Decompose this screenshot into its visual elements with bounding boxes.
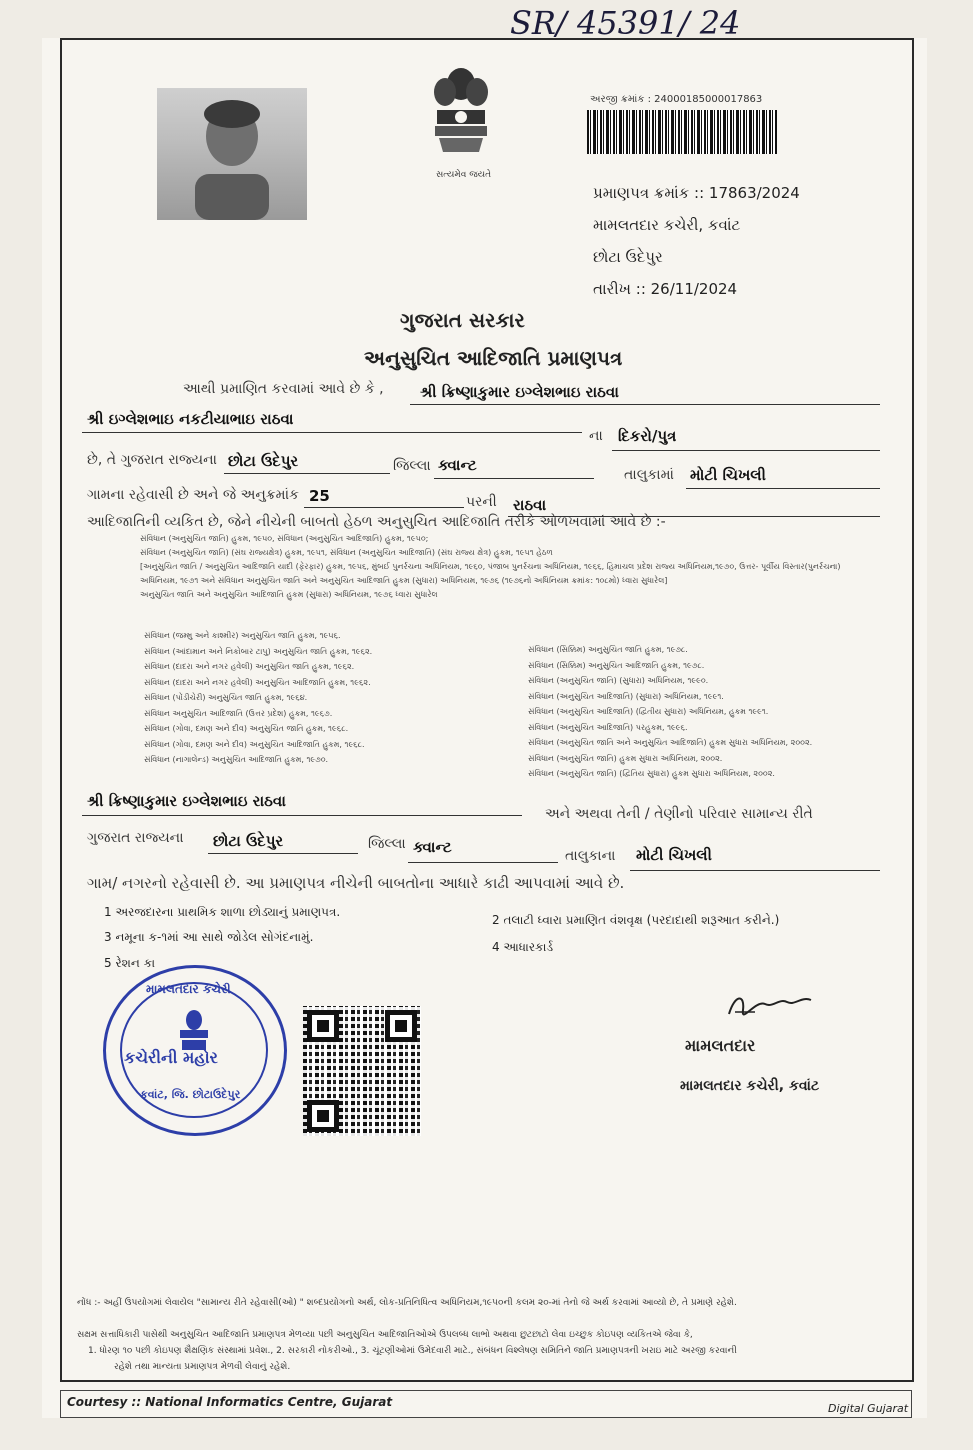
- order-line: સંવિધાન (દાદરા અને નગર હવેલી) અનુસુચિત જાતિ હુકમ, ૧૯૬૨.: [144, 662, 355, 671]
- note-4: રહેશે તથા માન્યતા પ્રમાણપત્ર મેળવી લેવાનું રહેશે.: [114, 1362, 291, 1372]
- signatory-title: મામલતદાર: [685, 1036, 756, 1055]
- document-item: 3 નમૂના ક-૧માં આ સાથે જોડેલ સોગંદનામું.: [104, 930, 314, 944]
- issue-date: તારીખ :: 26/11/2024: [593, 280, 738, 298]
- father-name: શ્રી ઇગ્લેશભાઇ નકટીયાભાઇ રાઠવા: [87, 410, 294, 428]
- qr-code: [303, 1006, 421, 1136]
- document-item: 2 તલાટી ધ્વારા પ્રમાણિત વંશવૃક્ષ (પરદાદાથી શરૂઆત કરીને.): [492, 913, 780, 927]
- order-line: સંવિધાન (સિક્કિમ) અનુસુચિત આદિજાતિ હુકમ, ૧૯૭૮.: [528, 660, 705, 670]
- government-title: ગુજરાત સરકાર: [400, 308, 525, 332]
- order-line: સંવિધાન (અનુસુચિત જાતિ) હુકમ, ૧૯૫૦, સંવિધાન (અનુસુચિત આદિજાતિ) હુકમ, ૧૯૫૦;: [140, 534, 429, 543]
- order-line: સંવિધાન (સિક્કિમ) અનુસુચિત જાતિ હુકમ, ૧૯૭૮.: [528, 645, 688, 654]
- seal-middle-text: કચેરીની મહોર: [124, 1048, 218, 1067]
- barcode: [587, 110, 777, 154]
- jilla-label: જિલ્લા: [393, 458, 431, 474]
- resident-line: ગામના રહેવાસી છે અને જે અનુક્રમાંક: [87, 487, 299, 503]
- seal-top-text: મામલતદાર કચેરી: [146, 982, 231, 996]
- order-line: સંવિધાન અનુસુચિત આદિજાતિ (ઉત્તર પ્રદેશ) હુકમ, ૧૯૬૭.: [144, 708, 333, 718]
- seal-bottom-text: કવાંટ, જિ. છોટાઉદેપુર: [140, 1088, 241, 1101]
- talukama-label: તાલુકામાં: [624, 467, 674, 483]
- order-line: સંવિધાન (અનુસુચિત જાતિ) (દ્વિતિય સુધારા) હુકમ સુધારા અધિનિયમ, ૨૦૦૨.: [528, 769, 775, 778]
- order-line: સંવિધાન (અનુસુચિત જાતિ અને અનુસુચિત આદિજાતિ) હુકમ સુધારા અધિનિયમ, ૨૦૦૨.: [528, 738, 813, 747]
- order-line: અધિનિયમ, ૧૯૭૧ અને સંવિધાન અનુસુચિત જાતિ અને અનુસુચિત આદિજાતિ હુકમ (સુધારા) અધિનિયમ, ૧૯૭૬ (૧૯૭૬નો અધિનિયમ ક્રમાંક: ૧૦૮મો) ધ્વારા સુધારેલ]: [140, 576, 668, 585]
- family-line: અને અથવા તેની / તેણીનો પરિવાર સામાન્ય રીતે: [545, 806, 813, 822]
- orders-left-column: [144, 628, 474, 768]
- order-line: અનુસુચિત જાતિ અને અનુસુચિત આદિજાતિ હુકમ (સુધારા) અધિનિયમ, ૧૯૭૬ ધ્વારા સુધારેલ: [140, 590, 438, 599]
- order-line: સંવિધાન (દાદરા અને નગર હવેલી) અનુસુચિત આદિજાતિ હુકમ, ૧૯૬૨.: [144, 677, 371, 687]
- state-prefix: છે, તે ગુજરાત રાજ્યના: [87, 452, 217, 468]
- order-line: સંવિધાન (પોંડીચેરી) અનુસુચિત જાતિ હુકમ, ૧૯૬૪.: [144, 693, 308, 702]
- certify-intro: આથી પ્રમાણિત કરવામાં આવે છે કે ,: [183, 381, 384, 397]
- order-line: સંવિધાન (અનુસુચિત આદિજાતિ) પરહુકમ, ૧૯૯૬.: [528, 722, 688, 732]
- emblem-caption: સત્યમેવ જયતે: [436, 170, 492, 180]
- document-item: 5 રેશન કા: [104, 956, 156, 970]
- village-value: મોટી ચિખલી: [690, 466, 766, 484]
- issuing-district: છોટા ઉદેપુર: [593, 248, 663, 266]
- office-seal: [103, 965, 287, 1136]
- order-line: [અનુસુચિત જાતિ / અનુસુચિત આદિજાતિ યાદી (ફેરફાર) હુકમ, ૧૯૫૬, મુંબઈ પુનર્રચના અધિનિયમ, ૧૯૬૦, પંજાબ પુનર્રચના અધિનિયમ, ૧૯૬૬, હિમાચલ પ્રદેશ રાજ્ય અધિનિયમ,૧૯૭૦, ઉત્તર- પૂર્વીય વિસ્તાર(પુનર્રચના): [140, 562, 841, 571]
- order-line: સંવિધાન (આંદામાન અને નિકોબાર ટાપુ) અનુસુચિત જાતિ હુકમ, ૧૯૬૨.: [144, 646, 373, 656]
- orders-block: [140, 532, 860, 602]
- talukana-label: તાલુકાના: [565, 848, 616, 864]
- orders-right-column: [528, 642, 858, 782]
- jilla-label-2: જિલ્લા: [368, 836, 406, 852]
- order-line: સંવિધાન (અનુસુચિત આદિજાતિ) (સુધારા) અધિનિયમ, ૧૯૯૧.: [528, 691, 724, 701]
- document-item: 1 અરજદારના પ્રાથમિક શાળા છોડ્યાનું પ્રમાણપત્ર.: [104, 905, 341, 919]
- state-label-2: ગુજરાત રાજ્યના: [87, 830, 184, 846]
- order-line: સંવિધાન (અનુસુચિત આદિજાતિ) (દ્વિતીય સુધારા) અધિનિયમ, હુકમ ૧૯૯૧.: [528, 707, 769, 716]
- note-1: નોંધ :- અહીં ઉપયોગમાં લેવાયેલ "સામાન્ય રીતે રહેવાસી(ઓ) " શબ્દપ્રયોગનો અર્થ, લોક-પ્રતિનિધિત્વ અધિનિયમ,૧૯૫૦ની કલમ ૨૦-માં તેનો જે અર્થ કરવામાં આવ્યો છે, તે પ્રમાણે રહેશે.: [77, 1298, 737, 1308]
- state-emblem-icon: [425, 62, 497, 172]
- order-line: સંવિધાન (અનુસુચિત જાતિ) (સુધારા) અધિનિયમ, ૧૯૯૦.: [528, 676, 709, 685]
- issuing-office: મામલતદાર કચેરી, કવાંટ: [593, 216, 741, 234]
- serial-number: 25: [309, 487, 330, 505]
- note-3: 1. ધોરણ ૧૦ પછી કોઇપણ શૈક્ષણિક સંસ્થામાં પ્રવેશ., 2. સરકારી નોકરીઓ., 3. ચૂંટણીઓમાં ઉમેદવારી માટે., સંબંધન વિશ્લેષણ સમિતિને જાતિ પ્રમાણપત્રની ખરાઇ માટે અરજી કરવાની: [88, 1346, 737, 1356]
- digital-gujarat-label: Digital Gujarat: [828, 1402, 909, 1415]
- order-line: સંવિધાન (ગોવા, દમણ અને દીવ) અનુસુચિત જાતિ હુકમ, ૧૯૬૮.: [144, 724, 349, 733]
- handwritten-reference: SR/ 45391/ 24: [510, 4, 741, 42]
- applicant-name-repeat: શ્રી ક્રિષ્ણાકુમાર ઇગ્લેશભાઇ રાઠવા: [87, 792, 286, 810]
- basis-line: ગામ/ નગરનો રહેવાસી છે. આ પ્રમાણપત્ર નીચેની બાબતોના આધારે કાઢી આપવામાં આવે છે.: [87, 874, 625, 892]
- certificate-number: પ્રમાણપત્ર ક્રમાંક :: 17863/2024: [593, 184, 800, 202]
- district-value: છોટા ઉદેપુર: [228, 452, 299, 470]
- district-value-2: છોટા ઉદેપુર: [213, 832, 284, 850]
- footer: [60, 1390, 912, 1418]
- document-item: 4 આધારકાર્ડ: [492, 940, 554, 954]
- taluka-value-2: ક્વાન્ટ: [413, 838, 452, 856]
- parni-label: પરની: [466, 494, 497, 510]
- applicant-name: શ્રી ક્રિષ્ણાકુમાર ઇગ્લેશભાઇ રાઠવા: [420, 383, 619, 401]
- order-line: સંવિધાન (ગોવા, દમણ અને દીવ) અનુસુચિત આદિજાતિ હુકમ, ૧૯૬૮.: [144, 739, 365, 749]
- application-number: અરજી ક્રમાંક : 24000185000017863: [590, 94, 763, 105]
- order-line: સંવિધાન (જમ્મુ અને કાશ્મીર) અનુસુચિત જાતિ હુકમ, ૧૯૫૬.: [144, 631, 341, 640]
- courtesy-text: Courtesy :: National Informatics Centre, Gujarat: [67, 1395, 393, 1409]
- note-2: સક્ષમ સત્તાધિકારી પાસેથી અનુસુચિત આદિજાતિ પ્રમાણપત્ર મેળવ્યા પછી અનુસુચિત આદિજાતિઓએ ઉપલબ્ધ લાભો અથવા છુટછાટો લેવા ઇચ્છુક કોઇપણ વ્યકિતએ જેવા કે,: [77, 1330, 693, 1340]
- relation: દિકરો/પુત્ર: [618, 427, 677, 445]
- order-line: સંવિધાન (અનુસુચિત જાતિ) હુકમ સુધારા અધિનિયમ, ૨૦૦૨.: [528, 753, 723, 763]
- applicant-photo: [157, 88, 307, 220]
- village-value-2: મોટી ચિખલી: [636, 846, 712, 864]
- na-label: ના: [589, 428, 603, 444]
- signature-scribble: [725, 990, 815, 1026]
- tribal-line: આદિજાતિની વ્યકિત છે, જેને નીચેની બાબતો હેઠળ અનુસુચિત આદિજાતિ તરીકે ઓળખવામાં આવે છે :-: [87, 514, 666, 530]
- taluka-value: ક્વાન્ટ: [438, 456, 477, 474]
- order-line: સંવિધાન (નાગાલેન્ડ) અનુસુચિત આદિજાતિ હુકમ, ૧૯૭૦.: [144, 755, 329, 764]
- certificate-title: અનુસુચિત આદિજાતિ પ્રમાણપત્ર: [364, 346, 623, 370]
- order-line: સંવિધાન (અનુસુચિત જાતિ) (સંઘ રાજ્યક્ષેત્ર) હુકમ, ૧૯૫૧, સંવિધાન (અનુસુચિત આદિજાતિ) (સંઘ રાજ્ય ક્ષેત્ર) હુકમ, ૧૯૫૧ હેઠળ: [140, 548, 553, 557]
- signatory-office: મામલતદાર કચેરી, કવાંટ: [680, 1078, 820, 1094]
- tribe-value: રાઠવા: [513, 496, 547, 514]
